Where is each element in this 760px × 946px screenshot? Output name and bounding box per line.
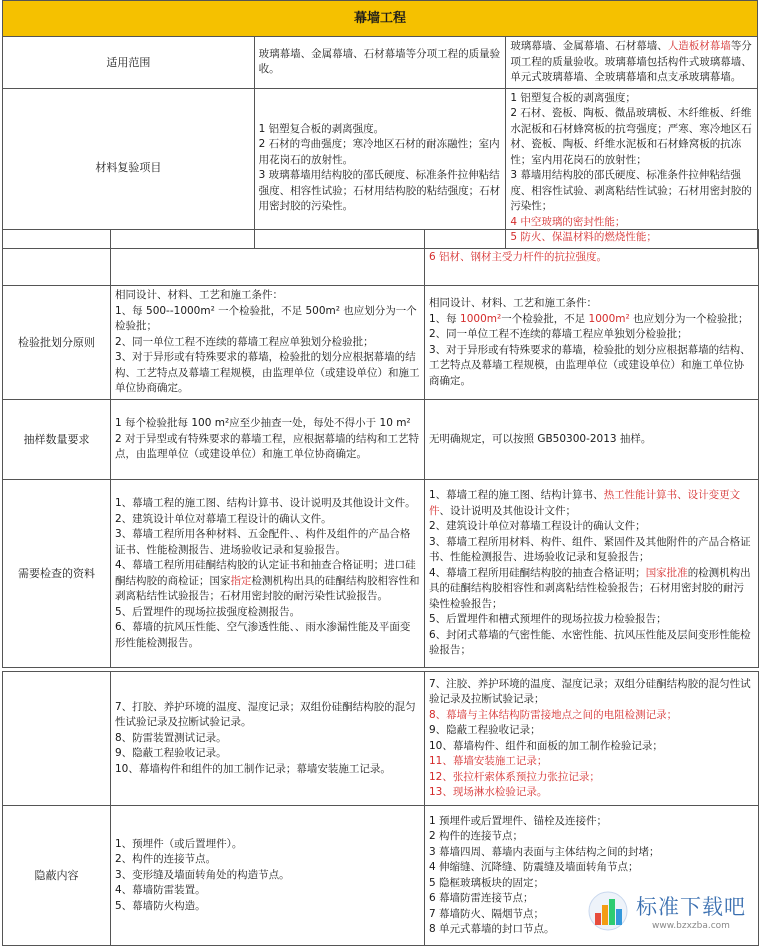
watermark-url: www.bzxzba.com [652, 921, 730, 931]
table-section-1 [2, 0, 758, 249]
table-title: 幕墙工程 [3, 1, 758, 37]
cell-line [429, 566, 754, 613]
old-standard-cell [111, 480, 425, 668]
cell-line: 5、后置埋件的现场拉拔强度检测报告。 [115, 605, 301, 618]
new-standard-cell [425, 672, 759, 806]
cell-text: 一个检验批，不足 [501, 312, 589, 325]
table-row [3, 286, 759, 400]
cell-line: 3 幕墙四周、幕墙内表面与主体结构之间的封堵； [429, 845, 660, 858]
category-cell [3, 672, 111, 806]
rows-top [3, 37, 758, 249]
changed-text: 指定 [230, 574, 252, 587]
cell-line: 1 铝塑复合板的剥离强度； [510, 91, 636, 104]
category-cell: 需要检查的资料 [3, 480, 111, 668]
cell-text: 检测机构出具的硅酮结构胶相容性和剥离粘结性试验报告；石材用密封胶的耐污染性试验报告。 [115, 574, 420, 602]
cell-text: 1、幕墙工程的施工图、结构计算书、 [429, 489, 604, 502]
cell-line: 5 隐框玻璃板块的固定； [429, 876, 545, 889]
cell-line: 7 幕墙防火、隔烟节点； [429, 907, 545, 920]
cell-line: 2、构件的连接节点。 [115, 853, 217, 866]
cell-line: 2 石材的弯曲强度；寒冷地区石材的耐冻融性；室内用花岗石的放射性。 [258, 138, 500, 166]
old-standard-cell [254, 37, 506, 89]
cell-line: 5、后置埋件和槽式预埋件的现场拉拔力检验报告； [429, 613, 667, 626]
rows-mid [3, 230, 759, 668]
cell-line: 13、现场淋水检验记录。 [429, 786, 548, 798]
cell-text: 、设计说明及其他设计文件； [439, 504, 576, 517]
new-standard-cell [425, 400, 759, 480]
cell-line: 5、幕墙防火构造。 [115, 899, 206, 912]
table-row [3, 672, 759, 806]
cell-text: 等分项工程的质量验收。玻璃幕墙包括构件式玻璃幕墙、单元式玻璃幕墙、全玻璃幕墙和点支承玻璃幕墙。 [510, 40, 752, 83]
cell-line: 3、对于异形或有特殊要求的幕墙，检验批的划分应根据幕墙的结构、工艺特点及幕墙工程规模，由监理单位（或建设单位）和施工单位协商确定。 [429, 343, 751, 387]
cell-line: 相同设计、材料、工艺和施工条件： [115, 289, 283, 302]
cell-line: 5 防火、保温材料的燃烧性能； [510, 231, 657, 243]
watermark [578, 880, 758, 942]
cell-line: 2 石材、瓷板、陶板、微晶玻璃板、木纤维板、纤维水泥板和石材蜂窝板的抗弯强度；严寒、寒冷地区石材、瓷板、陶板、纤维水泥板和石材蜂窝板的抗冻性；室内用花岗石的放射性； [510, 107, 752, 166]
cell-line: 1、预埋件（或后置埋件）。 [115, 837, 243, 850]
cell-line: 相同设计、材料、工艺和施工条件： [429, 297, 597, 309]
cell-line: 3、变形缝及墙面转角处的构造节点。 [115, 868, 290, 881]
cell-line: 3、对于异形或有特殊要求的幕墙，检验批的划分应根据幕墙的结构、工艺特点及幕墙工程规模，由监理单位（或建设单位）和施工单位协商确定。 [115, 351, 420, 395]
cell-line: 6 铝材、钢材主受力杆件的抗拉强度。 [429, 250, 608, 263]
bar-chart-logo-icon [588, 889, 628, 933]
old-standard-cell [111, 400, 425, 480]
cell-text: 4、幕墙工程所用硅酮结构胶的抽查合格证明； [429, 566, 646, 579]
cell-line: 8、防雷装置测试记录。 [115, 731, 227, 744]
cell-line: 1 每个检验批每 100 m²应至少抽查一处，每处不得小于 10 m² [115, 417, 411, 430]
category-cell: 检验批划分原则 [3, 286, 111, 400]
category-cell: 材料复验项目 [3, 88, 255, 248]
category-cell: 隐蔽内容 [3, 806, 111, 946]
cell-line: 2 对于异型或有特殊要求的幕墙工程，应根据幕墙的结构和工艺特点，由监理单位（或建设单位）和施工单位协商确定。 [115, 432, 420, 461]
cell-line: 10、幕墙构件、组件和面板的加工制作检验记录； [429, 739, 663, 752]
cell-line [510, 39, 753, 86]
cell-line: 1 预埋件或后置埋件、锚栓及连接件； [429, 814, 608, 827]
cell-line: 9、隐蔽工程验收记录； [429, 724, 541, 736]
cell-line: 2、同一单位工程不连续的幕墙工程应单独划分检验批； [115, 335, 374, 348]
new-standard-cell [425, 286, 759, 400]
table-section-2 [2, 229, 759, 668]
cell-line: 2、建筑设计单位对幕墙工程设计的确认文件。 [115, 512, 332, 525]
cell-line: 12、张拉杆索体系预拉力张拉记录； [429, 770, 600, 783]
cell-line [115, 558, 420, 605]
cell-line [429, 488, 754, 519]
cell-line: 3 玻璃幕墙用结构胶的邵氏硬度、标准条件拉伸粘结强度、相容性试验；石材用结构胶的粘结强度；石材用密封胶的污染性。 [258, 169, 501, 212]
cell-line: 4 中空玻璃的密封性能； [510, 215, 626, 228]
cell-text: 4、幕墙工程所用硅酮结构胶的认定证书和抽查合格证明；进口硅酮结构胶的商检证；国家 [115, 559, 416, 587]
cell-line: 6 幕墙防雷连接节点； [429, 892, 534, 904]
cell-text: 1、每 [429, 312, 461, 325]
cell-line: 3、幕墙工程所用各种材料、五金配件、、构件及组件的产品合格证书、性能检测报告、进场验收记录和复验报告。 [115, 528, 411, 556]
cell-line: 1 铝塑复合板的剥离强度。 [258, 122, 385, 135]
old-standard-cell [111, 806, 425, 946]
cell-text: 的检测机构出具的硅酮结构胶相容性和剥离粘结性检验报告；石材用密封胶的耐污染性检验报告； [429, 566, 751, 610]
cell-line: 11、幕墙安装施工记录； [429, 755, 548, 767]
cell-line: 1、每 500--1000m² 一个检验批，不足 500m² 也应划分为一个检验批； [115, 304, 417, 333]
cell-line: 4 伸缩缝、沉降缝、防震缝及墙面转角节点； [429, 861, 639, 873]
cell-line: 2 构件的连接节点； [429, 830, 524, 842]
changed-text: 人造板材幕墙 [667, 40, 731, 52]
cell-line: 3、幕墙工程所用材料、构件、组件、紧固件及其他附件的产品合格证书、性能检测报告、进场验收记录和复验报告； [429, 535, 751, 564]
table-row [3, 480, 759, 668]
cell-line: 4、幕墙防雷装置。 [115, 884, 206, 897]
cell-text: 也应划分为一个检验批； [629, 312, 749, 325]
changed-text: 1000m² [460, 312, 502, 325]
category-cell: 适用范围 [3, 37, 255, 89]
cell-line: 7、打胶、养护环境的温度、湿度记录；双组份硅酮结构胶的混匀性试验记录及拉断试验记录。 [115, 700, 416, 729]
table-row [3, 230, 759, 286]
cell-line: 10、幕墙构件和组件的加工制作记录；幕墙安装施工记录。 [115, 762, 391, 775]
category-cell: 抽样数量要求 [3, 400, 111, 480]
new-standard-cell [425, 480, 759, 668]
category-cell [3, 230, 111, 286]
cell-line: 玻璃幕墙、金属幕墙、石材幕墙等分项工程的质量验收。 [258, 47, 501, 76]
new-standard-cell [425, 230, 759, 286]
cell-line: 6、封闭式幕墙的气密性能、水密性能、抗风压性能及层间变形性能检验报告； [429, 628, 751, 657]
cell-line [429, 312, 754, 328]
old-standard-cell [254, 88, 506, 248]
old-standard-cell [111, 230, 425, 286]
cell-line: 2、建筑设计单位对幕墙工程设计的确认文件； [429, 520, 646, 533]
cell-text: 玻璃幕墙、金属幕墙、石材幕墙、 [510, 40, 668, 52]
watermark-name: 标准下载吧 [636, 895, 746, 919]
cell-line: 3 幕墙用结构胶的邵氏硬度、标准条件拉伸粘结强度、相容性试验、剥离粘结性试验；石材用密封胶的污染性； [510, 169, 752, 212]
old-standard-cell [111, 672, 425, 806]
new-standard-cell [506, 88, 758, 248]
cell-line: 8、幕墙与主体结构防雷接地点之间的电阻检测记录； [429, 708, 678, 721]
table-row [3, 37, 758, 89]
cell-line: 1、幕墙工程的施工图、结构计算书、设计说明及其他设计文件。 [115, 497, 416, 509]
changed-text: 1000m² [588, 312, 630, 325]
table-row [3, 400, 759, 480]
changed-text: 热工性能计算书、设计变更文件 [429, 489, 741, 517]
old-standard-cell [111, 286, 425, 400]
cell-line: 无明确规定，可以按照 GB50300-2013 抽样。 [429, 432, 652, 445]
cell-line: 2、同一单位工程不连续的幕墙工程应单独划分检验批； [429, 328, 688, 340]
cell-line: 6、幕墙的抗风压性能、空气渗透性能、、雨水渗漏性能及平面变形性能检测报告。 [115, 621, 411, 649]
changed-text: 国家批准 [645, 566, 688, 579]
new-standard-cell [506, 37, 758, 89]
table-row [3, 88, 758, 248]
cell-line: 8 单元式幕墙的封口节点。 [429, 923, 555, 935]
cell-line: 9、隐蔽工程验收记录。 [115, 747, 227, 760]
cell-line: 7、注胶、养护环境的温度、湿度记录；双组分硅酮结构胶的混匀性试验记录及拉断试验记录； [429, 677, 751, 705]
